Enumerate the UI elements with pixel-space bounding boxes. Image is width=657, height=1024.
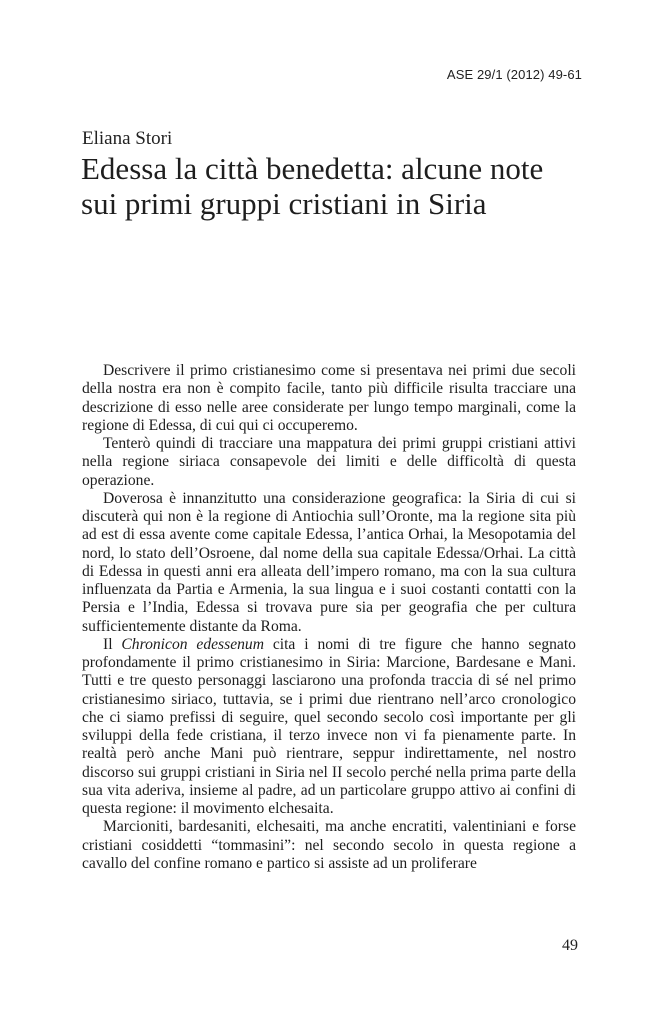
paragraph-text: Il (103, 635, 122, 653)
author-name: Eliana Stori (82, 128, 173, 149)
journal-reference: ASE 29/1 (2012) 49-61 (446, 67, 582, 82)
paragraph (82, 636, 576, 819)
paragraph: Marcioniti, bardesaniti, elchesaiti, ma anche encratiti, valentiniani e forse cristiani cosiddetti “tommasini”: nel secondo secolo in questa regione a cavallo del confine romano e partico si assiste ad un proliferare (82, 818, 576, 872)
paragraph: Doverosa è innanzitutto una considerazione geografica: la Siria di cui si discuterà qui non è la regione di Antiochia sull’Oronte, ma la regione sita più ad est di essa avente come capitale Edessa, l’antica Orhai, la Mesopotamia del nord, lo stato dell’Osroene, dal nome della sua capitale Edessa/Orhai. La città di Edessa in questi anni era alleata dell’impero romano, ma con la sua cultura influenzata da Partia e Armenia, la sua lingua e i suoi costanti contatti con la Persia e l’India, Edessa si trovava pure sia per geografia che per cultura sufficientemente distante da Roma. (82, 489, 576, 635)
page-number: 49 (562, 937, 578, 954)
article-body (82, 362, 576, 873)
paragraph: Tenterò quindi di tracciare una mappatura dei primi gruppi cristiani attivi nella regione siriaca consapevole dei limiti e delle difficoltà di questa operazione. (82, 435, 576, 489)
paragraph: Descrivere il primo cristianesimo come si presentava nei primi due secoli della nostra era non è compito facile, tanto più difficile risulta tracciare una descrizione di esso nelle aree considerate per lungo tempo marginali, come la regione di Edessa, di cui qui ci occuperemo. (82, 362, 576, 434)
article-title: Edessa la città benedetta: alcune note sui primi gruppi cristiani in Siria (81, 151, 544, 221)
italic-work-title: Chronicon edessenum (121, 635, 264, 653)
paragraph-text: cita i nomi di tre figure che hanno segnato profondamente il primo cristianesimo in Siria: Marcione, Bardesane e Mani. Tutti e tre questo personaggi lasciarono una profonda traccia di sé nel primo cristianesimo siriaco, tuttavia, se i primi due rientrano nell’arco cronologico che ci siamo prefissi di seguire, quel secondo secolo così importante per gli sviluppi della fede cristiana, il terzo invece non vi fa pienamente parte. In realtà però anche Mani può rientrare, seppur indirettamente, nel nostro discorso sui gruppi cristiani in Siria nel II secolo perché nella prima parte della sua vita aderiva, insieme al padre, ad un particolare gruppo attivo ai confini di questa regione: il movimento elchesaita. (82, 635, 576, 817)
